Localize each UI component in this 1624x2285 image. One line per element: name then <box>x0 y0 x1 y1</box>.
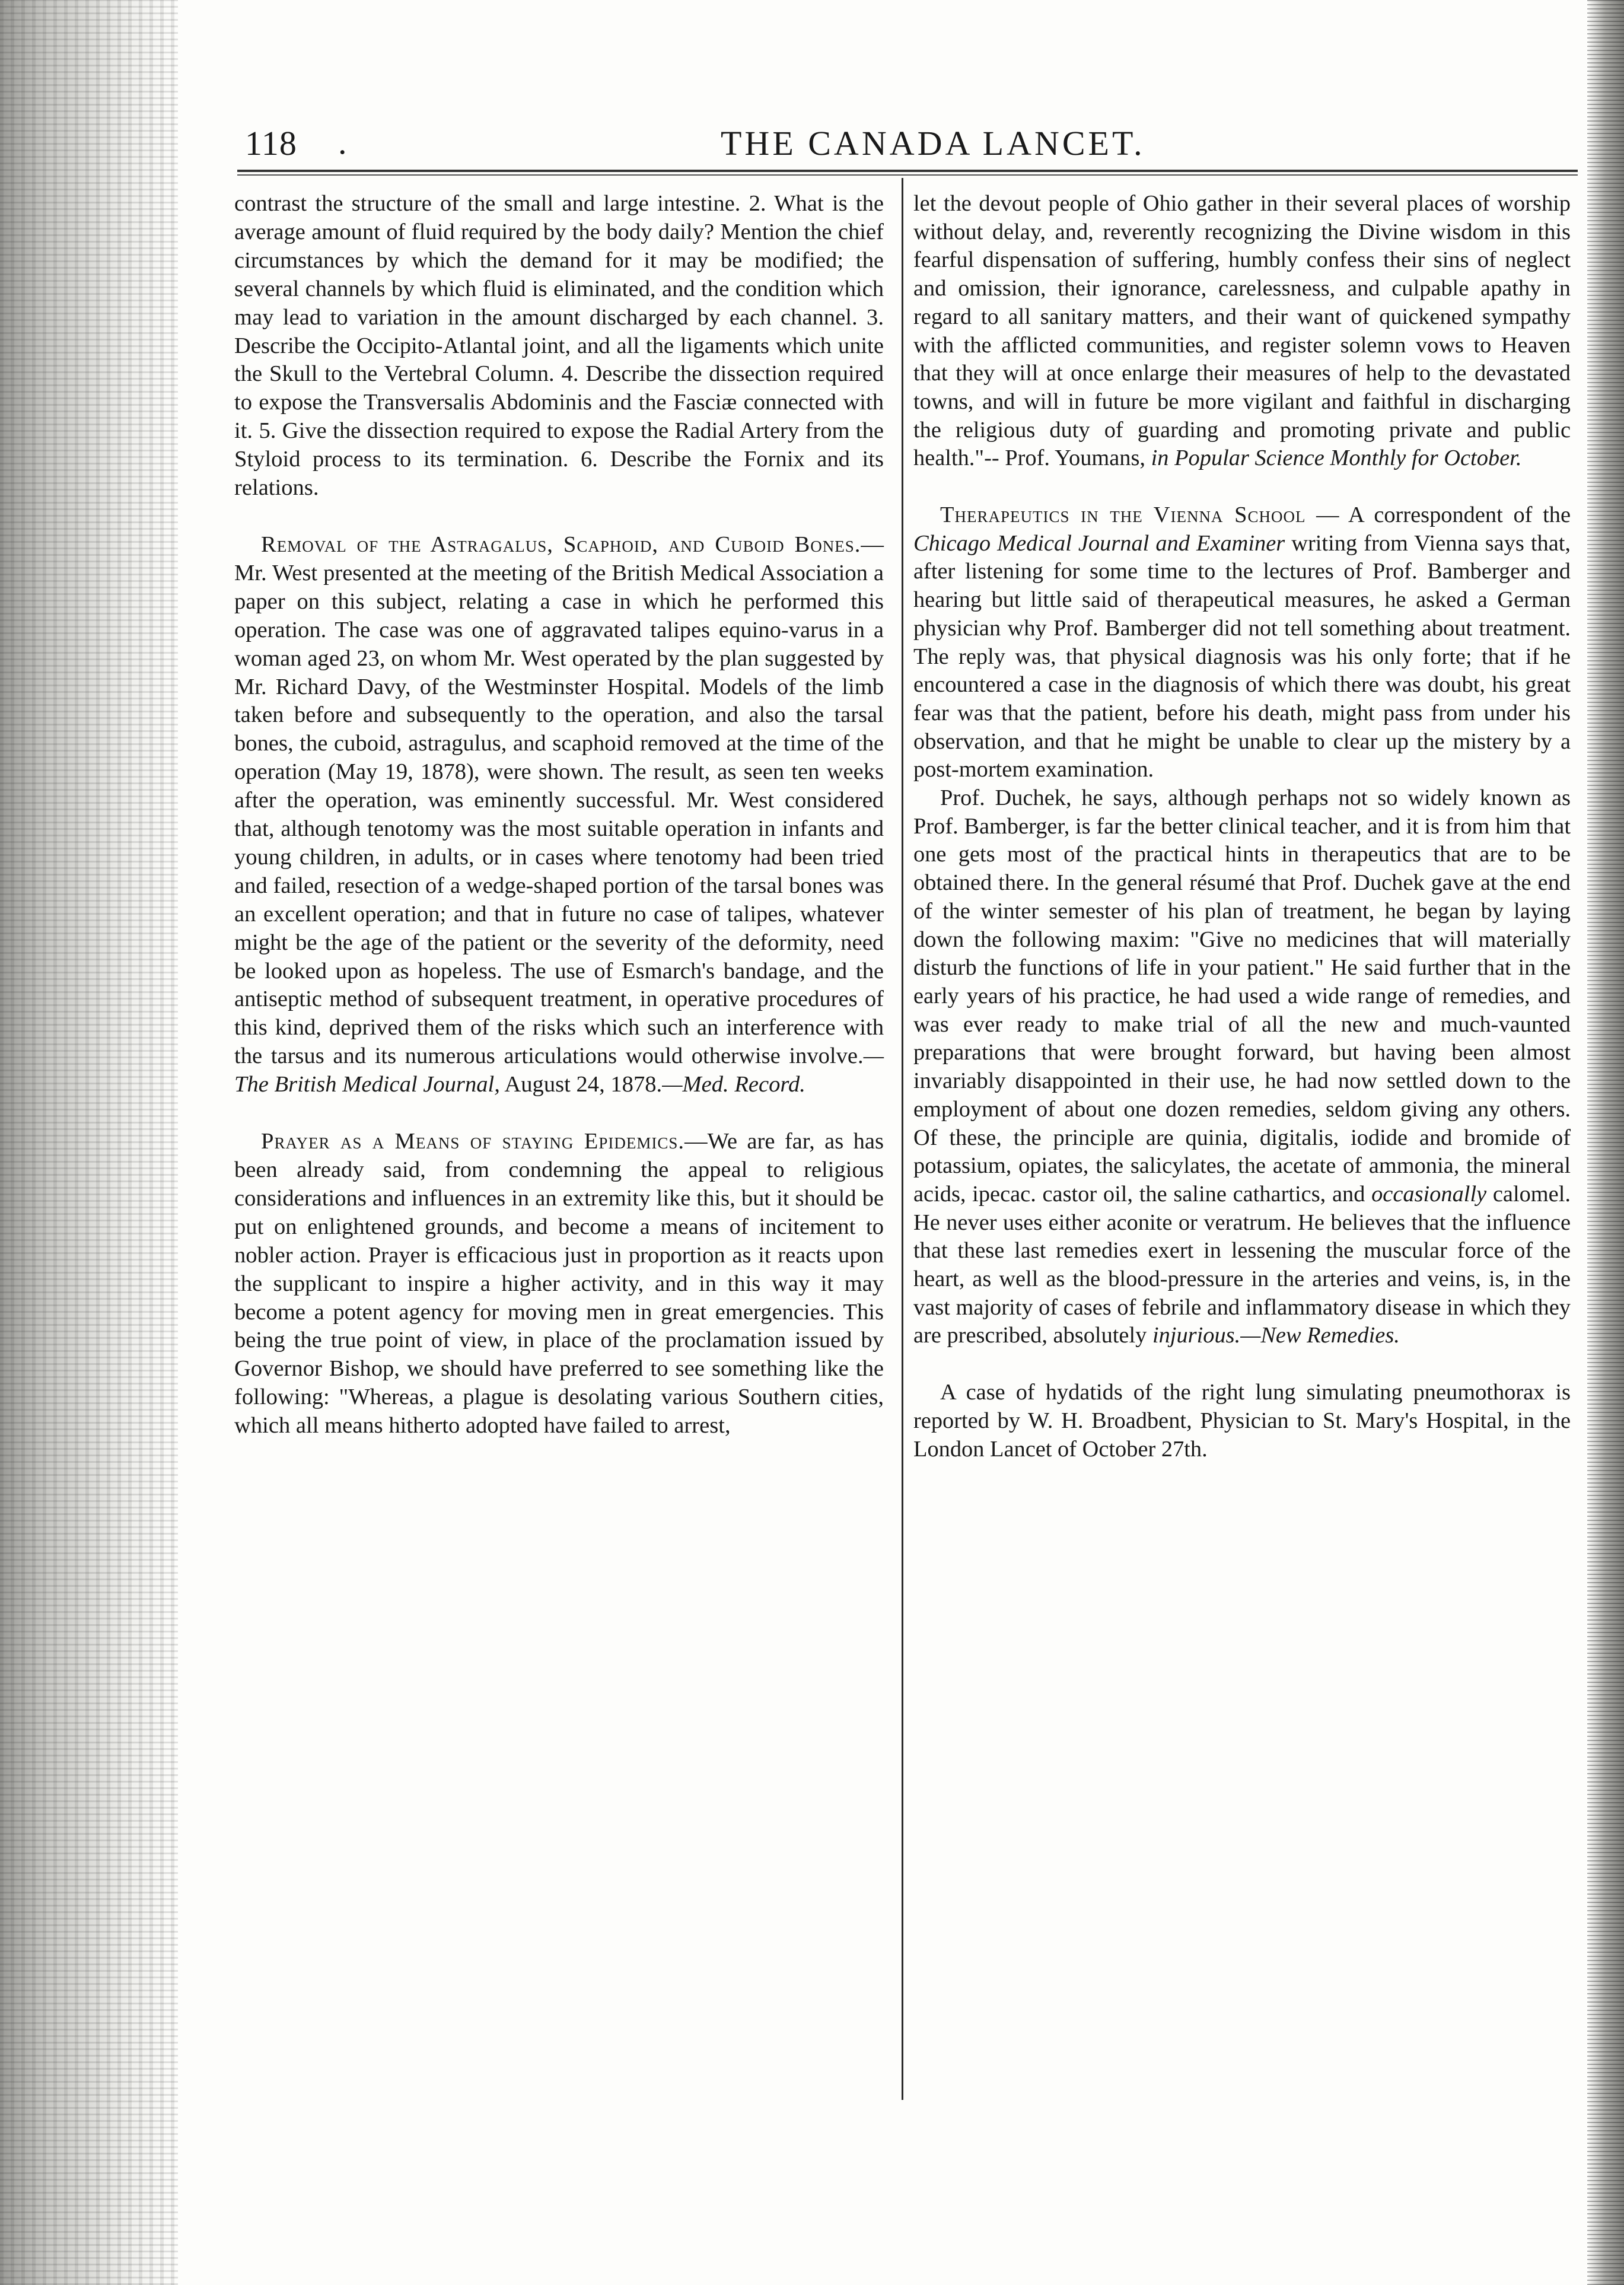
duchek-italic: occasionally <box>1371 1181 1487 1207</box>
vienna-body: writing from Vienna says that, after listening for some time to the lectures of Prof. Bamberger and hearing but little said of therapeutical measures, he asked a German physician why Prof. Bamberger did not tell something about treatment. The reply was, that physical diagnosis was his only forte; that if he encountered a case in the diagnosis of which there was doubt, his great fear was that the patient, before his death, might pass from under his observation, and that he might be unable to clear up the mistery by a post-mortem examination. <box>913 530 1571 782</box>
page-right-edge <box>1587 0 1624 2285</box>
running-title: THE CANADA LANCET. <box>721 124 1145 163</box>
hydatids-paragraph: A case of hydatids of the right lung simulating pneumothorax is reported by W. H. Broadbent, Physician to St. Mary's Hospital, in the London Lancet of October 27th. <box>913 1380 1571 1462</box>
prayer-body: —We are far, as has been already said, from condemning the appeal to religious considerations and influences in an extremity like this, but it should be put on enlightened grounds, and become a means of incitement to nobler action. Prayer is efficacious just in proportion as it reacts upon the supplicant to inspire a higher activity, and in this way it may become a potent agency for moving men in great emergencies. This being the true point of view, in place of the proclamation issued by Governor Bishop, we should have preferred to see something like the following: "Whereas, a plague is desolating various Southern cities, which all means hitherto adopted have failed to arrest, <box>234 1129 884 1439</box>
duchek-body-b: calomel. He never uses either aconite or veratrum. He believes that the influence that these last remedies exert in lessening the muscular force of the heart, as well as the blood-pressure in the arteries and veins, is, in the vast majority of cases of febrile and inflammatory disease in which they are prescribed, absolutely <box>913 1181 1571 1348</box>
left-column <box>234 190 884 1440</box>
astragalus-heading: Removal of the Astragalus, Scaphoid, and Cuboid Bones. <box>261 532 861 557</box>
page-number: 118 <box>245 124 297 163</box>
vienna-article <box>913 501 1571 784</box>
prayer-heading: Prayer as a Means of staying Epidemics. <box>261 1129 685 1154</box>
vienna-journal: Chicago Medical Journal and Examiner <box>913 530 1285 556</box>
astragalus-body: —Mr. West presented at the meeting of the British Medical Association a paper on this subject, relating a case in which he performed this operation. The case was one of aggravated talipes equino-varus in a woman aged 23, on whom Mr. West operated by the plan suggested by Mr. Richard Davy, of the Westminster Hospital. Models of the limb taken before and subsequently to the operation, and also the tarsal bones, the cuboid, astragulus, and scaphoid removed at the time of the operation (May 19, 1878), were shown. The result, as seen ten weeks after the operation, was eminently successful. Mr. West considered that, although tenotomy was the most suitable operation in infants and young children, in adults, or in cases where tenotomy had been tried and failed, resection of a wedge-shaped portion of the tarsal bones was an excellent operation; and that in future no case of talipes, whatever might be the age of the patient or the severity of the deformity, need be looked upon as hopeless. The use of Esmarch's bandage, and the antiseptic method of subsequent treatment, in operative procedures of this kind, deprived them of the risks which such an interference with the tarsus and its numerous articulations would otherwise involve. <box>234 532 884 1069</box>
prayer-source: in Popular Science Monthly for October. <box>1151 445 1522 471</box>
astragalus-date: August 24, 1878. <box>499 1072 663 1097</box>
page-binding-edge <box>0 0 178 2285</box>
vienna-heading: Therapeutics in the Vienna School <box>940 502 1306 528</box>
duchek-source: injurious.—New Remedies. <box>1152 1323 1400 1348</box>
right-column <box>913 190 1571 1463</box>
prayer-article <box>234 1128 884 1440</box>
vienna-intro: — A correspondent of the <box>1305 502 1571 528</box>
astragalus-source: —The British Medical Journal, <box>234 1043 884 1097</box>
duchek-paragraph <box>913 784 1571 1350</box>
column-divider <box>902 178 903 2100</box>
header-dot: . <box>338 123 347 161</box>
page-header <box>240 120 1572 167</box>
header-rule <box>237 170 1578 176</box>
astragalus-article <box>234 531 884 1099</box>
prayer-continuation-body: let the devout people of Ohio gather in their several places of worship without delay, and, reverently recognizing the Divine wisdom in this fearful dispensation of suffering, humbly confess their sins of neglect and omission, their ignorance, carelessness, and culpable apathy in regard to all sanitary matters, and their want of quickened sympathy with the afflicted communities, and register solemn vows to Heaven that they will at once enlarge their measures of help to the devastated towns, and will in future be more vigilant and faithful in discharging the religious duty of guarding and promoting private and public health."-- Prof. Youmans, <box>913 191 1571 471</box>
astragalus-record: —Med. Record. <box>662 1072 805 1097</box>
exam-questions-paragraph: contrast the structure of the small and large intestine. 2. What is the average amount of fluid required by the body daily? Mention the chief circumstances by which the demand for it may be modified; the several channels by which fluid is eliminated, and the condition which may lead to variation in the amount discharged by each channel. 3. Describe the Occipito-Atlantal joint, and all the ligaments which unite the Skull to the Vertebral Column. 4. Describe the dissection required to expose the Transversalis Abdominis and the Fasciæ connected with it. 5. Give the dissection required to expose the Radial Artery from the Styloid process to its termination. 6. Describe the Fornix and its relations. <box>234 191 884 501</box>
duchek-body-a: Prof. Duchek, he says, although perhaps not so widely known as Prof. Bamberger, is far the better clinical teacher, and it is from him that one gets most of the practical hints in therapeutics that are to be obtained there. In the general résumé that Prof. Duchek gave at the end of the winter semester of his plan of treatment, he began by laying down the following maxim: "Give no medicines that will materially disturb the functions of life in your patient." He said further that in the early years of his practice, he had used a wide range of remedies, and was ever ready to make trial of all the new and much-vaunted preparations that were brought forward, but having been almost invariably disappointed in their use, he had now settled down to the employment of about one dozen remedies, seldom giving any others. Of these, the principle are quinia, digitalis, iodide and bromide of potassium, opiates, the salicylates, the acetate of ammonia, the mineral acids, ipecac. castor oil, the saline cathartics, and <box>913 785 1571 1207</box>
prayer-continuation <box>913 190 1571 473</box>
